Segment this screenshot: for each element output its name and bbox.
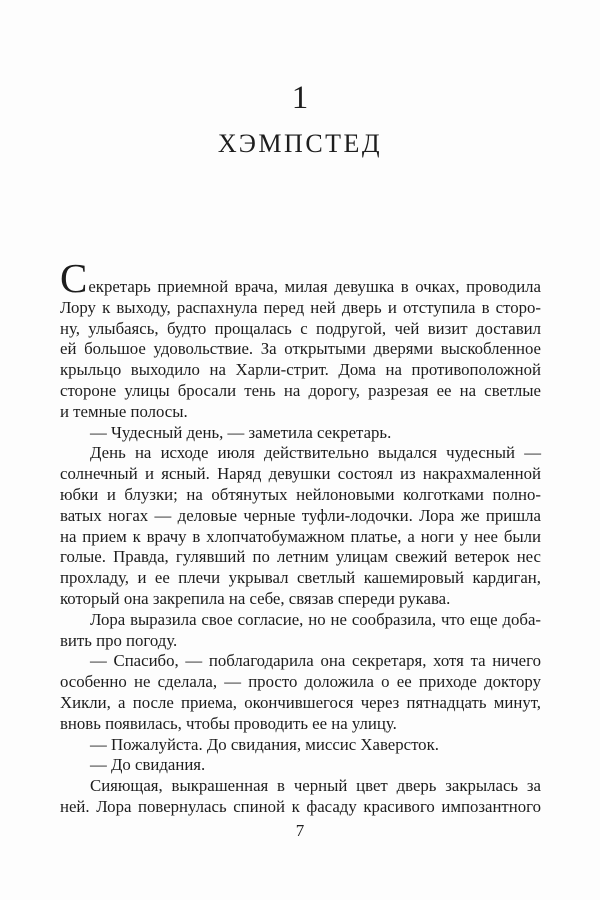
text-line: Секретарь приемной врача, милая девушка в очках, проводила [60, 255, 541, 301]
text-line: крыльцо выходило на Харли-стрит. Дома на противоположной [60, 360, 541, 380]
text-line: вить про погоду. [60, 630, 178, 650]
text-line: голые. Правда, гулявший по летним улицам свежий ветерок нес [60, 547, 541, 567]
text-line: Сияющая, выкрашенная в черный цвет дверь закрылась за [90, 776, 541, 796]
text-line: ну, улыбаясь, будто прощалась с подругой, чей визит доставил [60, 318, 541, 338]
text-line: — Пожалуйста. До свидания, миссис Хаверсток. [90, 734, 439, 754]
text-line: ей большое удовольствие. За открытыми дверями выскобленное [60, 339, 541, 359]
text-line: на прием к врачу в хлопчатобумажном платье, а ноги у нее были [60, 526, 541, 546]
text-line: особенно не сделала, — просто доложила о ее приходе доктору [60, 672, 541, 692]
chapter-title: ХЭМПСТЕД [217, 129, 383, 158]
text-line: Лору к выходу, распахнула перед ней дверь и отступила в сторо- [60, 297, 541, 317]
text-line: Хикли, а после приема, окончившегося через пятнадцать минут, [60, 692, 541, 712]
text-line: — Чудесный день, — заметила секретарь. [90, 422, 392, 442]
text-line: стороне улицы бросали тень на дорогу, разрезая ее на светлые [60, 380, 541, 400]
page-number: 7 [295, 821, 305, 840]
text-line: вновь появилась, чтобы проводить ее на улицу. [60, 713, 397, 733]
drop-cap-letter: С [60, 255, 89, 301]
paragraph [60, 735, 541, 756]
text-line: — Спасибо, — поблагодарила она секретаря, хотя та ничего [90, 651, 541, 671]
chapter-number: 1 [291, 80, 309, 116]
paragraph [60, 755, 541, 776]
paragraph [60, 255, 541, 423]
paragraph [60, 776, 541, 818]
text-line: прохладу, и ее плечи укрывал светлый кашемировый кардиган, [60, 568, 541, 588]
text-line: и темные полосы. [60, 401, 188, 421]
text-line: солнечный и ясный. Наряд девушки состоял из накрахмаленной [60, 464, 541, 484]
text-line: юбки и блузки; на обтянутых нейлоновыми колготками полно- [60, 484, 541, 504]
text-line: — До свидания. [90, 755, 206, 775]
paragraph [60, 610, 541, 652]
text-line: который она закрепила на себе, связав спереди рукава. [60, 588, 451, 608]
text-line: ней. Лора повернулась спиной к фасаду красивого импозантного [60, 796, 541, 816]
paragraph [60, 651, 541, 734]
text-line: День на исходе июля действительно выдался чудесный — [90, 443, 541, 463]
paragraph [60, 423, 541, 444]
text-line: Лора выразила свое согласие, но не сообразила, что еще доба- [90, 609, 541, 629]
body-text [60, 255, 541, 818]
paragraph [60, 443, 541, 609]
text-line: ватых ногах — деловые черные туфли-лодочки. Лора же пришла [60, 505, 541, 525]
